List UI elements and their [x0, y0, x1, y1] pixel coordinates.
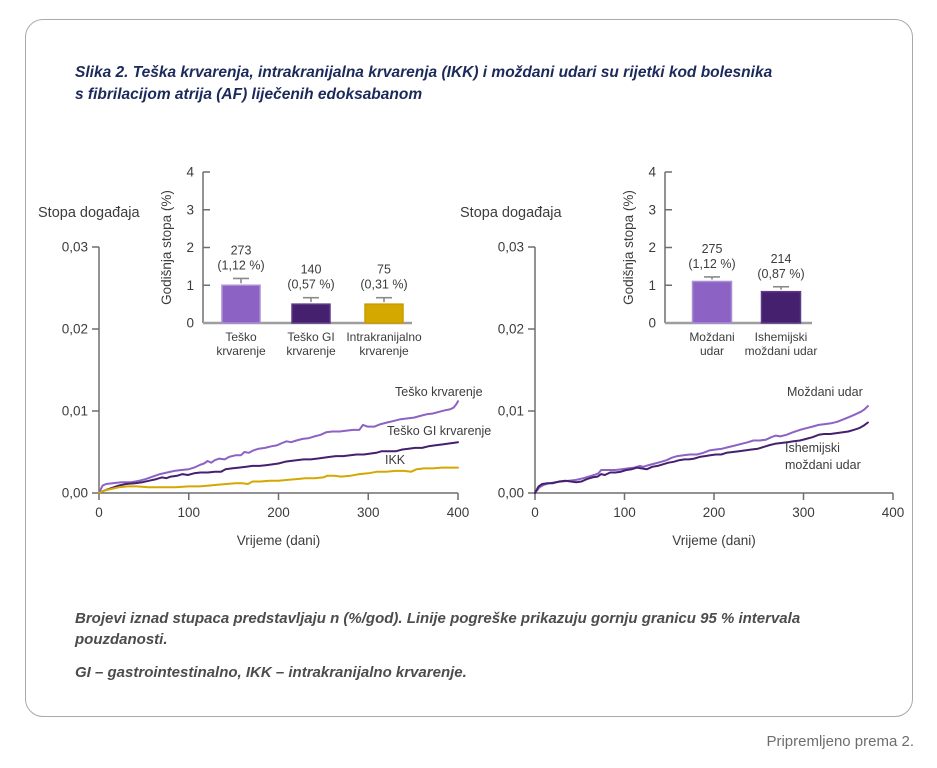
series-label-te-ko-gi-krvarenje: Teško GI krvarenje	[387, 424, 492, 438]
bar-category-label: Teško GI	[287, 330, 335, 344]
x-tick-label: 0	[95, 505, 103, 520]
bar-y-tick-label: 3	[648, 202, 656, 218]
y-tick-label: 0,03	[61, 239, 88, 255]
bar-value-label: 275	[701, 241, 723, 256]
bar-mo-dani-udar	[693, 281, 732, 323]
bar-y-tick-label: 4	[186, 164, 194, 180]
bar-category-label: krvarenje	[216, 344, 266, 358]
bar-y-tick-label: 0	[648, 315, 656, 331]
figure-title: Slika 2. Teška krvarenja, intrakranijalna krvarenja (IKK) i moždani udari su rijetki kod bolesnika s fibrilacijom atrija (AF) liječenih edoksabanom	[75, 64, 773, 104]
bar-y-tick-label: 2	[648, 240, 656, 255]
x-tick-label: 200	[702, 505, 726, 520]
x-tick-label: 300	[356, 505, 380, 520]
bar-y-tick-label: 1	[648, 277, 656, 293]
bar-value-label: 214	[770, 251, 792, 266]
bar-te-ko-gi-krvarenje	[292, 304, 330, 323]
bar-y-tick-label: 1	[186, 277, 194, 293]
y-tick-label: 0,01	[61, 403, 88, 419]
bar-value-label: 273	[230, 243, 252, 258]
series-label-ishemijski-mo-dani-udar: Ishemijski	[785, 441, 840, 455]
bar-y-tick-label: 4	[648, 164, 656, 180]
bar-te-ko-krvarenje	[222, 285, 260, 323]
bar-category-label: Teško	[225, 330, 257, 344]
bar-value-label: (0,31 %)	[360, 277, 408, 292]
source-note: Pripremljeno prema 2.	[766, 733, 914, 750]
y-tick-label: 0,02	[497, 321, 524, 337]
bar-category-label: moždani udar	[744, 344, 818, 358]
bar-value-label: 75	[377, 262, 391, 277]
left-bars-y-axis-label: Godišnja stopa (%)	[159, 190, 174, 305]
series-label-mo-dani-udar: Moždani udar	[787, 385, 863, 399]
bar-value-label: (1,12 %)	[688, 256, 736, 271]
series-label-ikk: IKK	[385, 453, 406, 467]
bar-y-tick-label: 3	[186, 202, 194, 218]
footnote-abbreviations: GI – gastrointestinalno, IKK – intrakranijalno krvarenje.	[75, 664, 467, 681]
y-tick-label: 0,00	[61, 485, 88, 501]
bar-category-label: krvarenje	[286, 344, 336, 358]
bar-y-tick-label: 2	[186, 240, 194, 255]
x-tick-label: 400	[881, 505, 905, 520]
bar-y-tick-label: 0	[186, 315, 194, 331]
y-tick-label: 0,02	[61, 321, 88, 337]
x-tick-label: 200	[267, 505, 290, 520]
x-tick-label: 400	[446, 505, 470, 520]
y-tick-label: 0,00	[497, 485, 524, 501]
x-tick-label: 300	[792, 505, 815, 520]
x-tick-label: 100	[177, 505, 201, 520]
right-line-x-axis-label: Vrijeme (dani)	[672, 533, 756, 548]
bar-category-label: Intrakranijalno	[346, 330, 422, 344]
bar-intrakranijalno-krvarenje	[365, 304, 403, 323]
bar-category-label: krvarenje	[359, 344, 409, 358]
bar-value-label: (0,87 %)	[757, 266, 805, 281]
footnote-error-bars: Brojevi iznad stupaca predstavljaju n (%/god). Linije pogreške prikazuju gornju granicu 95 % intervala pouzdanosti.	[75, 610, 801, 649]
y-tick-label: 0,03	[497, 239, 524, 255]
left-line-x-axis-label: Vrijeme (dani)	[236, 533, 321, 548]
series-line-te-ko-gi-krvarenje	[99, 442, 458, 493]
x-tick-label: 0	[531, 505, 539, 520]
bar-category-label: Ishemijski	[754, 330, 808, 344]
bar-category-label: Moždani	[689, 330, 735, 344]
series-label-ishemijski-mo-dani-udar: moždani udar	[785, 458, 861, 472]
bar-category-label: udar	[699, 344, 725, 358]
right-bars-y-axis-label: Godišnja stopa (%)	[621, 190, 636, 305]
bar-ishemijski-mo-dani-udar	[762, 292, 801, 323]
series-label-te-ko-krvarenje: Teško krvarenje	[395, 385, 483, 399]
bar-value-label: (0,57 %)	[287, 277, 335, 292]
bar-value-label: 140	[300, 262, 322, 277]
y-tick-label: 0,01	[497, 403, 524, 419]
x-tick-label: 100	[613, 505, 636, 520]
bar-value-label: (1,12 %)	[217, 258, 265, 273]
right-chart-y-axis-title: Stopa događaja	[460, 205, 562, 221]
left-chart-y-axis-title: Stopa događaja	[38, 205, 140, 221]
